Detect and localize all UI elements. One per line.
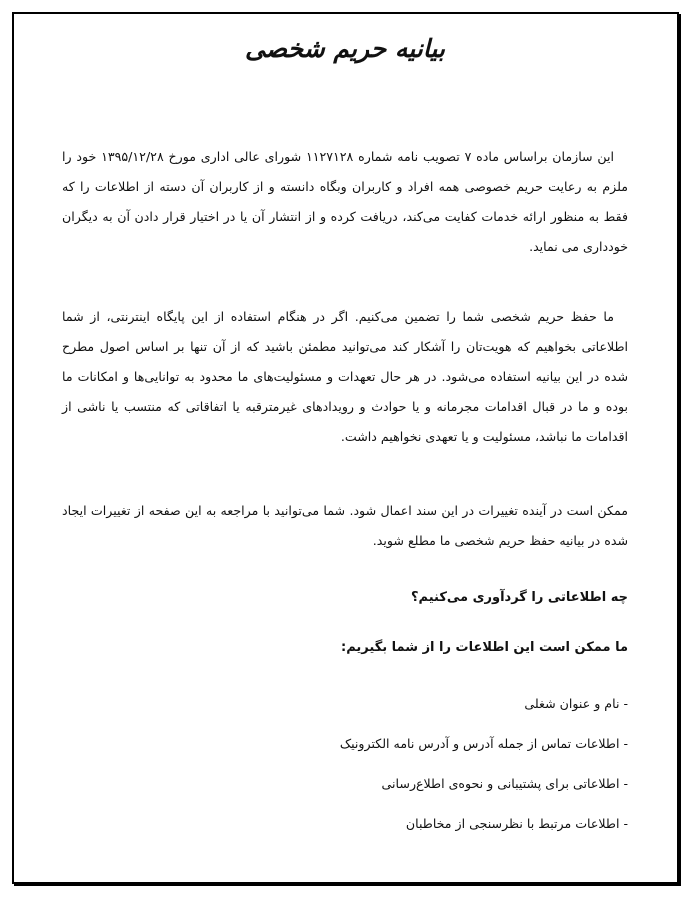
- paragraph-privacy-guarantee: [62, 302, 628, 452]
- list-item: - اطلاعات تماس از جمله آدرس و آدرس نامه الکترونیک: [339, 736, 628, 751]
- document-title: بیانیه حریم شخصی: [245, 34, 445, 63]
- list-item: - اطلاعات مرتبط با نظرسنجی از مخاطبان: [405, 816, 628, 831]
- paragraph-legal-basis-text: این سازمان براساس ماده ۷ تصویب نامه شماره ۱۱۲۷۱۲۸ شورای عالی اداری مورخ ۱۳۹۵/۱۲/۲۸ خود را ملزم به رعایت حریم خصوصی همه افراد و کاربران وبگاه دانسته و از کاربران آن دسته از اطلاعات را که فقط به منظور ارائه خدمات کفایت می‌کند، دریافت کرده و از انتشار آن یا در اختیار قرار دادن آن به دیگران خودداری می نماید.: [62, 149, 628, 254]
- list-item: - اطلاعاتی برای پشتیبانی و نحوه‌ی اطلاع‌رسانی: [381, 776, 628, 791]
- paragraph-privacy-guarantee-text: ما حفظ حریم شخصی شما را تضمین می‌کنیم. اگر در هنگام استفاده از این پایگاه اینترنتی، از شما اطلاعاتی بخواهیم که هویت‌تان را آشکار کند می‌توانید مطمئن باشید که از آن تنها بر اساس اصول مطرح شده در این بیانیه استفاده می‌شود. در هر حال تعهدات و مسئولیت‌های ما محدود به توانایی‌ها و امکانات ما بوده و ما در قبال اقدامات مجرمانه و یا حوادث و رویدادهای غیرمترقبه یا اتفاقاتی که منتسب یا ناشی از اقدامات ما نباشد، مسئولیت و یا تعهدی نخواهیم داشت.: [62, 309, 628, 444]
- privacy-statement-document: [62, 30, 628, 831]
- collected-info-list: [340, 684, 628, 844]
- list-item: - نام و عنوان شغلی: [524, 696, 628, 711]
- section-intro: ما ممکن است این اطلاعات را از شما بگیریم:: [341, 640, 628, 655]
- paragraph-future-changes: ممکن است در آینده تغییرات در این سند اعمال شود. شما می‌توانید با مراجعه به این صفحه از تغییرات ایجاد شده در بیانیه حفظ حریم شخصی ما مطلع شوید.: [62, 503, 628, 548]
- paragraph-legal-basis: [62, 142, 628, 262]
- section-heading: چه اطلاعاتی را گردآوری می‌کنیم؟: [410, 590, 628, 605]
